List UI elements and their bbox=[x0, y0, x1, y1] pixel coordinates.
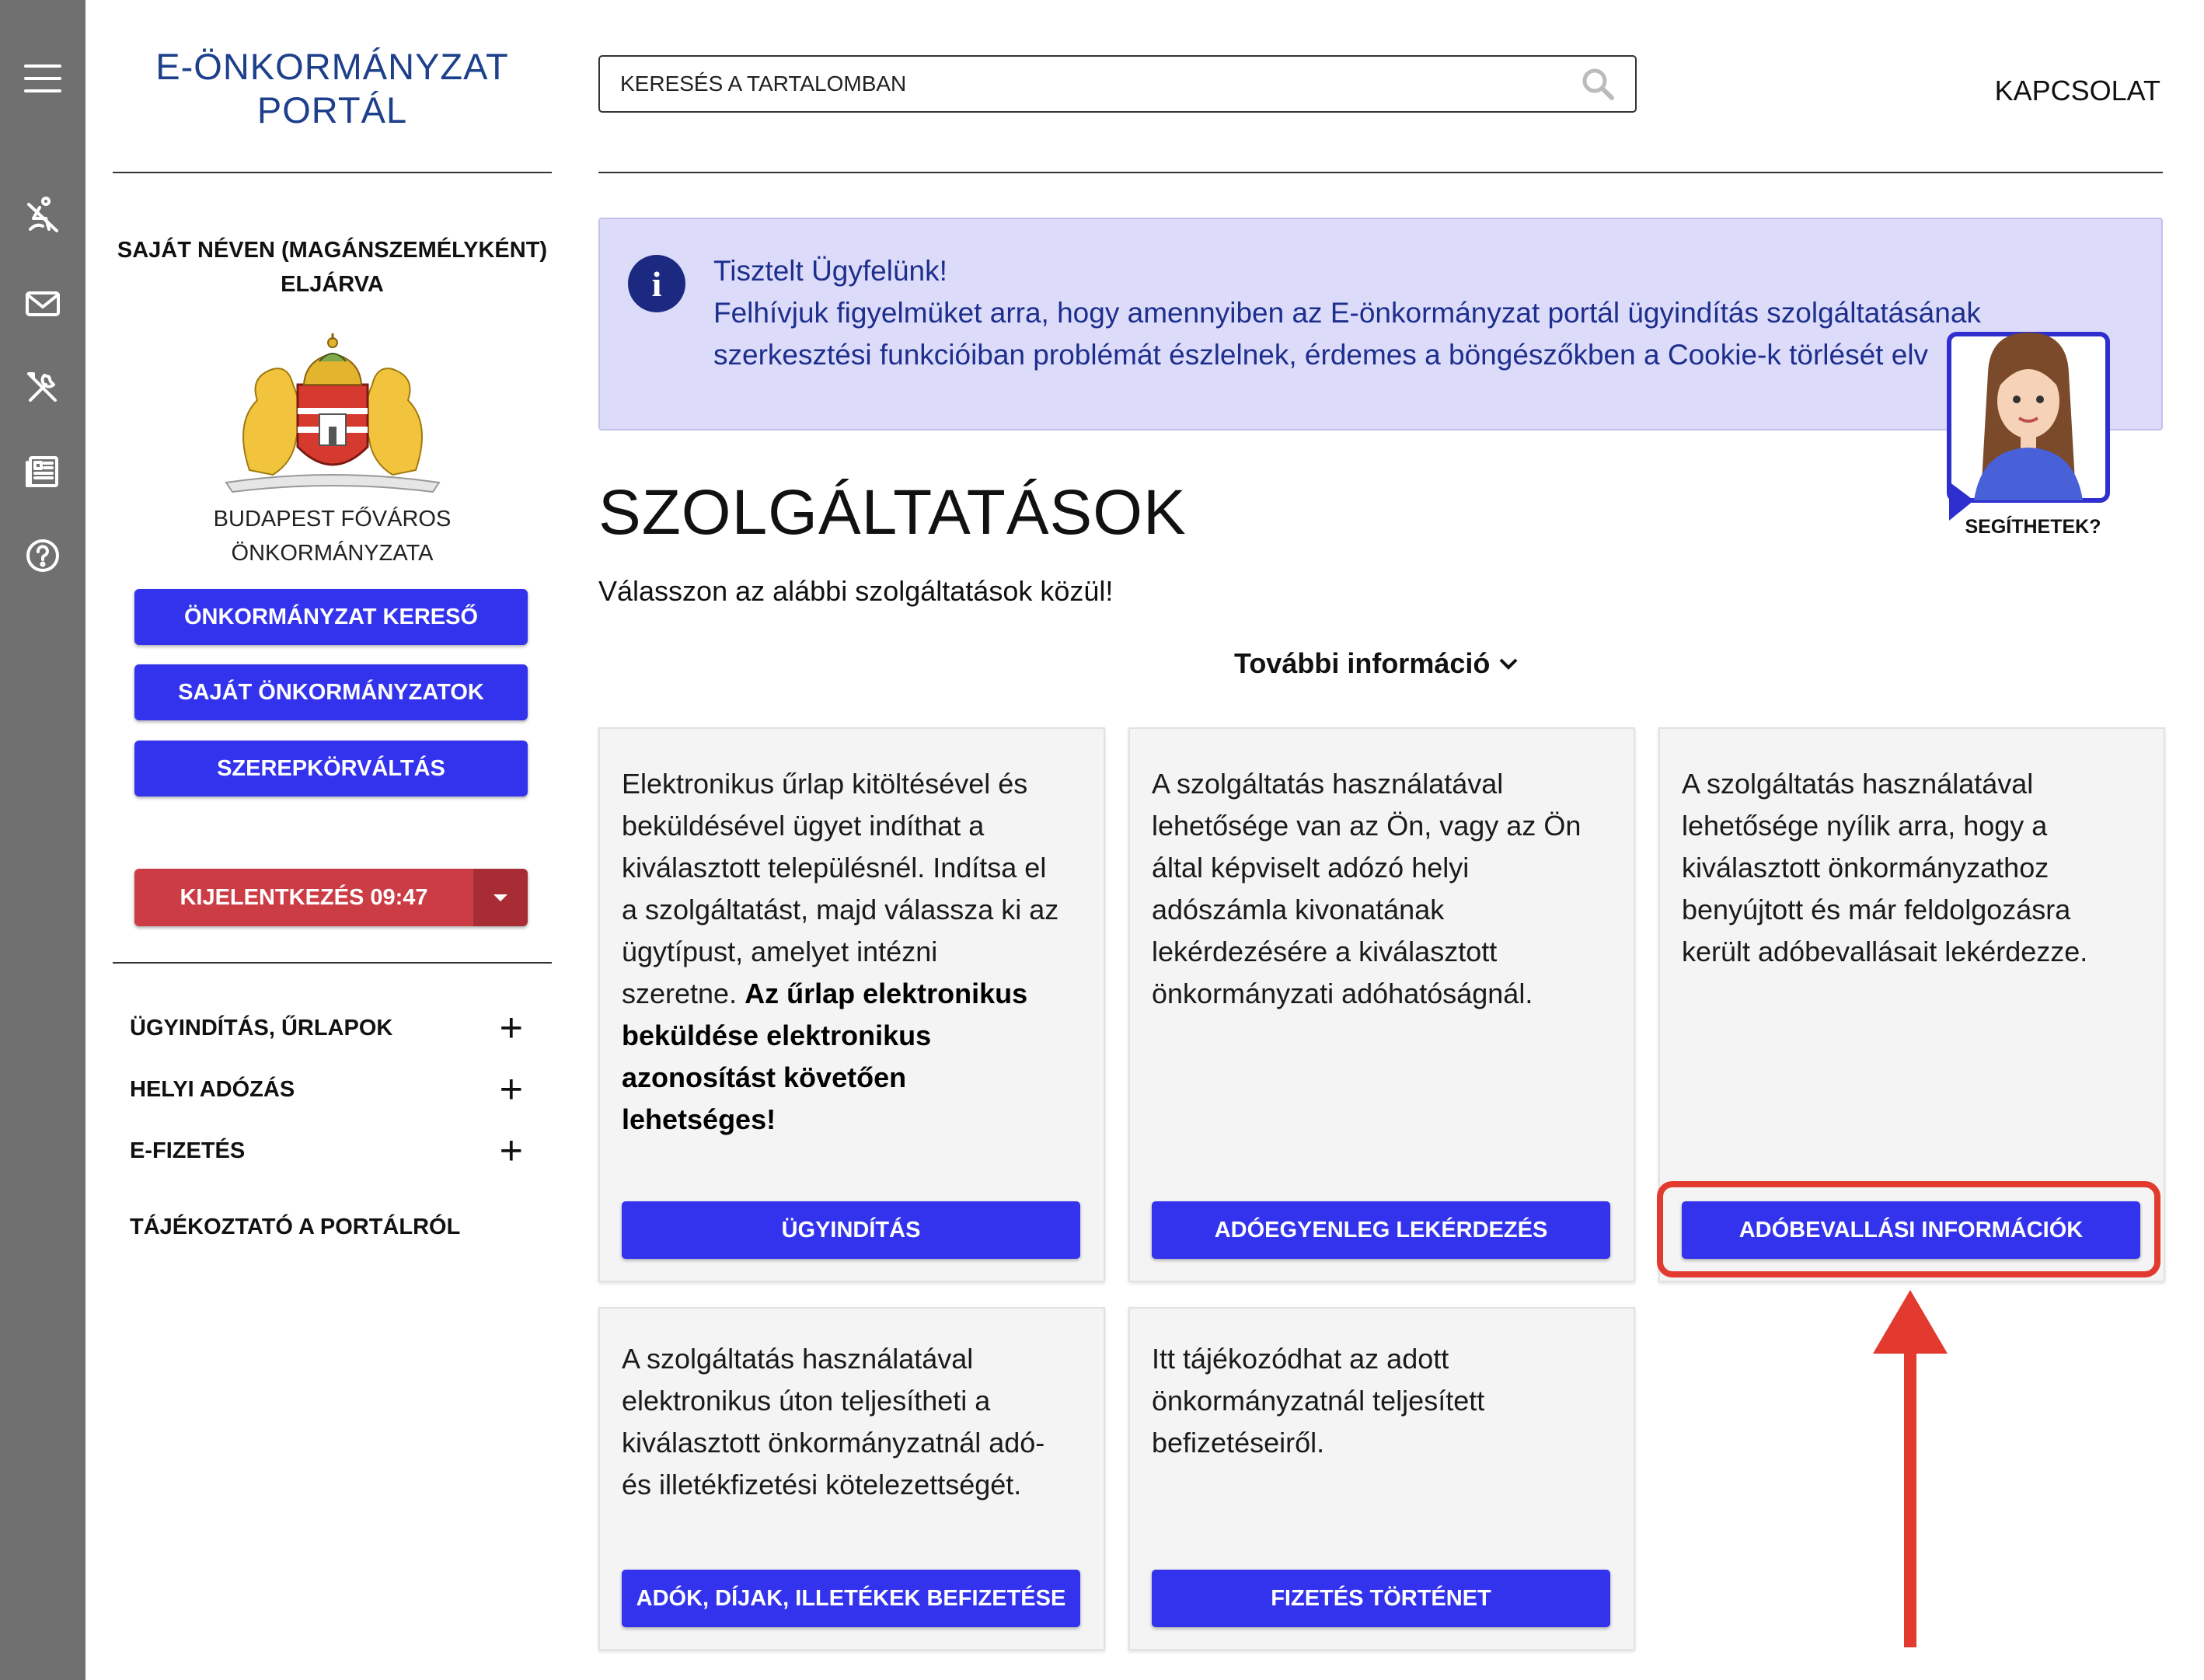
card-text-line: önkormányzati adóhatóságnál. bbox=[1152, 978, 1533, 1009]
notice-line-1: Felhívjuk figyelmüket arra, hogy amennyiben az E-önkormányzat portál ügyindítás szolgáltatásának bbox=[713, 297, 1981, 329]
card-text-line bbox=[622, 973, 1088, 1015]
card-text-line: került adóbevallásait lekérdezze. bbox=[1682, 936, 2088, 967]
notice-text bbox=[713, 250, 2035, 406]
plus-icon[interactable]: + bbox=[499, 1006, 523, 1051]
accessibility-icon[interactable] bbox=[17, 190, 68, 241]
contact-link[interactable]: KAPCSOLAT bbox=[1994, 75, 2160, 106]
card-text-line: kiválasztott településnél. Indítsa el bbox=[622, 852, 1047, 884]
assistant-label[interactable]: SEGÍTHETEK? bbox=[1965, 516, 2101, 538]
page-title: SZOLGÁLTATÁSOK bbox=[598, 477, 1187, 548]
card-text-bold: azonosítást követően bbox=[622, 1061, 907, 1093]
role-switch-button[interactable]: SZEREPKÖRVÁLTÁS bbox=[134, 741, 528, 796]
more-info-toggle[interactable] bbox=[1234, 647, 1521, 680]
card-text-line bbox=[622, 1015, 1088, 1057]
card-description bbox=[622, 763, 1088, 1141]
mail-icon[interactable] bbox=[17, 278, 68, 329]
logout-dropdown-toggle[interactable] bbox=[473, 869, 528, 926]
card-text-line: által képviselt adózó helyi bbox=[1152, 852, 1470, 884]
card-text-line: Elektronikus űrlap kitöltésével és bbox=[622, 768, 1028, 800]
notice-line-2: szerkesztési funkcióiban problémát észlelnek, érdemes a böngészőkben a Cookie-k törlését elv bbox=[713, 339, 1929, 371]
municipality-name bbox=[113, 502, 552, 570]
card-text-line: Itt tájékozódhat az adott bbox=[1152, 1343, 1449, 1375]
my-municipalities-button[interactable]: SAJÁT ÖNKORMÁNYZATOK bbox=[134, 664, 528, 720]
card-text-line bbox=[622, 1057, 1088, 1099]
card-text-line: kiválasztott önkormányzatnál adó- bbox=[622, 1427, 1045, 1459]
sidebar-item-label: ÜGYINDÍTÁS, ŰRLAPOK bbox=[130, 1015, 393, 1040]
news-icon[interactable] bbox=[17, 446, 68, 497]
notice-banner bbox=[598, 218, 2163, 430]
card-text-line: önkormányzatnál teljesített bbox=[1152, 1385, 1485, 1417]
service-card-tax-balance bbox=[1128, 727, 1635, 1282]
card-text-line: lehetősége van az Ön, vagy az Ön bbox=[1152, 810, 1582, 842]
card-text-bold: Az űrlap elektronikus bbox=[745, 978, 1028, 1009]
service-card-payment-history bbox=[1128, 1307, 1635, 1650]
card-description bbox=[1682, 763, 2148, 973]
logout-button-group bbox=[134, 869, 528, 926]
sidebar-item-label: TÁJÉKOZTATÓ A PORTÁLRÓL bbox=[130, 1214, 461, 1239]
plus-icon[interactable]: + bbox=[499, 1067, 523, 1112]
sidebar-item-label: E-FIZETÉS bbox=[130, 1138, 246, 1163]
card-text-bold: beküldése elektronikus bbox=[622, 1020, 932, 1051]
case-start-button[interactable]: ÜGYINDÍTÁS bbox=[622, 1201, 1080, 1259]
icon-rail bbox=[0, 0, 85, 1680]
arrow-up-icon bbox=[1873, 1290, 1948, 1647]
sidebar-item-e-payment[interactable] bbox=[130, 1128, 526, 1174]
search-box bbox=[598, 55, 1637, 113]
divider bbox=[598, 172, 2163, 173]
tax-balance-query-button[interactable]: ADÓEGYENLEG LEKÉRDEZÉS bbox=[1152, 1201, 1610, 1259]
sidebar-item-case-forms[interactable] bbox=[130, 1005, 526, 1051]
highlight-box bbox=[1657, 1181, 2160, 1277]
sidebar-item-portal-info[interactable] bbox=[130, 1204, 526, 1250]
card-text-fragment: szeretne. bbox=[622, 978, 745, 1009]
tools-icon[interactable] bbox=[17, 362, 68, 413]
card-text-line: A szolgáltatás használatával bbox=[622, 1343, 974, 1375]
service-card-tax-payment bbox=[598, 1307, 1105, 1650]
card-text-line: benyújtott és már feldolgozásra bbox=[1682, 894, 2071, 925]
card-text-line: A szolgáltatás használatával bbox=[1682, 768, 2034, 800]
chevron-down-icon bbox=[1496, 651, 1521, 676]
role-line-1: SAJÁT NÉVEN (MAGÁNSZEMÉLYKÉNT) bbox=[117, 238, 548, 263]
card-text-line: lekérdezésére a kiválasztott bbox=[1152, 936, 1498, 967]
card-text-line: befizetéseiről. bbox=[1152, 1427, 1325, 1459]
info-icon: i bbox=[628, 255, 685, 312]
card-text-line: ügytípust, amelyet intézni bbox=[622, 936, 938, 967]
brand-line-2: PORTÁL bbox=[256, 89, 408, 131]
role-line-2: ELJÁRVA bbox=[281, 272, 384, 297]
tax-return-info-button[interactable]: ADÓBEVALLÁSI INFORMÁCIÓK bbox=[1682, 1201, 2140, 1259]
caret-down-icon bbox=[493, 894, 507, 901]
budapest-coat-of-arms-icon bbox=[218, 330, 447, 493]
page-subtitle: Válasszon az alábbi szolgáltatások közül! bbox=[598, 575, 1114, 607]
search-icon[interactable] bbox=[1579, 65, 1616, 103]
tax-payment-button[interactable]: ADÓK, DÍJAK, ILLETÉKEK BEFIZETÉSE bbox=[622, 1570, 1080, 1627]
role-label bbox=[113, 233, 552, 301]
notice-title: Tisztelt Ügyfelünk! bbox=[713, 255, 947, 287]
card-text-line: a szolgáltatást, majd válassza ki az bbox=[622, 894, 1059, 925]
card-text-line: elektronikus úton teljesítheti a bbox=[622, 1385, 991, 1417]
brand-line-1: E-ÖNKORMÁNYZAT bbox=[155, 46, 509, 87]
payment-history-button[interactable]: FIZETÉS TÖRTÉNET bbox=[1152, 1570, 1610, 1627]
divider bbox=[113, 172, 552, 173]
divider bbox=[113, 962, 552, 964]
search-input[interactable] bbox=[619, 71, 1579, 97]
card-text-line: A szolgáltatás használatával bbox=[1152, 768, 1504, 800]
card-text-line: adószámla kivonatának bbox=[1152, 894, 1445, 925]
card-description bbox=[1152, 1338, 1618, 1464]
logout-button[interactable]: KIJELENTKEZÉS 09:47 bbox=[134, 869, 473, 926]
card-text-line: beküldésével ügyet indíthat a bbox=[622, 810, 985, 842]
card-text-line: és illetékfizetési kötelezettségét. bbox=[622, 1469, 1022, 1500]
municipality-search-button[interactable]: ÖNKORMÁNYZAT KERESŐ bbox=[134, 589, 528, 645]
plus-icon[interactable]: + bbox=[499, 1128, 523, 1173]
sidebar-item-label: HELYI ADÓZÁS bbox=[130, 1076, 295, 1102]
card-description bbox=[622, 1338, 1088, 1506]
menu-icon[interactable] bbox=[17, 53, 68, 104]
help-icon[interactable] bbox=[17, 530, 68, 581]
portal-brand[interactable] bbox=[113, 45, 552, 132]
card-text-line bbox=[622, 1099, 1088, 1141]
municipality-line-1: BUDAPEST FŐVÁROS bbox=[213, 507, 452, 532]
card-description bbox=[1152, 763, 1618, 1015]
sidebar-item-local-tax[interactable] bbox=[130, 1066, 526, 1113]
card-text-bold: lehetséges! bbox=[622, 1103, 776, 1135]
more-info-label: További információ bbox=[1234, 647, 1491, 679]
service-card-case-start bbox=[598, 727, 1105, 1282]
assistant-avatar-icon[interactable] bbox=[1943, 326, 2114, 544]
card-text-line: lehetősége nyílik arra, hogy a bbox=[1682, 810, 2048, 842]
municipality-line-2: ÖNKORMÁNYZATA bbox=[231, 541, 434, 566]
card-text-line: kiválasztott önkormányzathoz bbox=[1682, 852, 2049, 884]
